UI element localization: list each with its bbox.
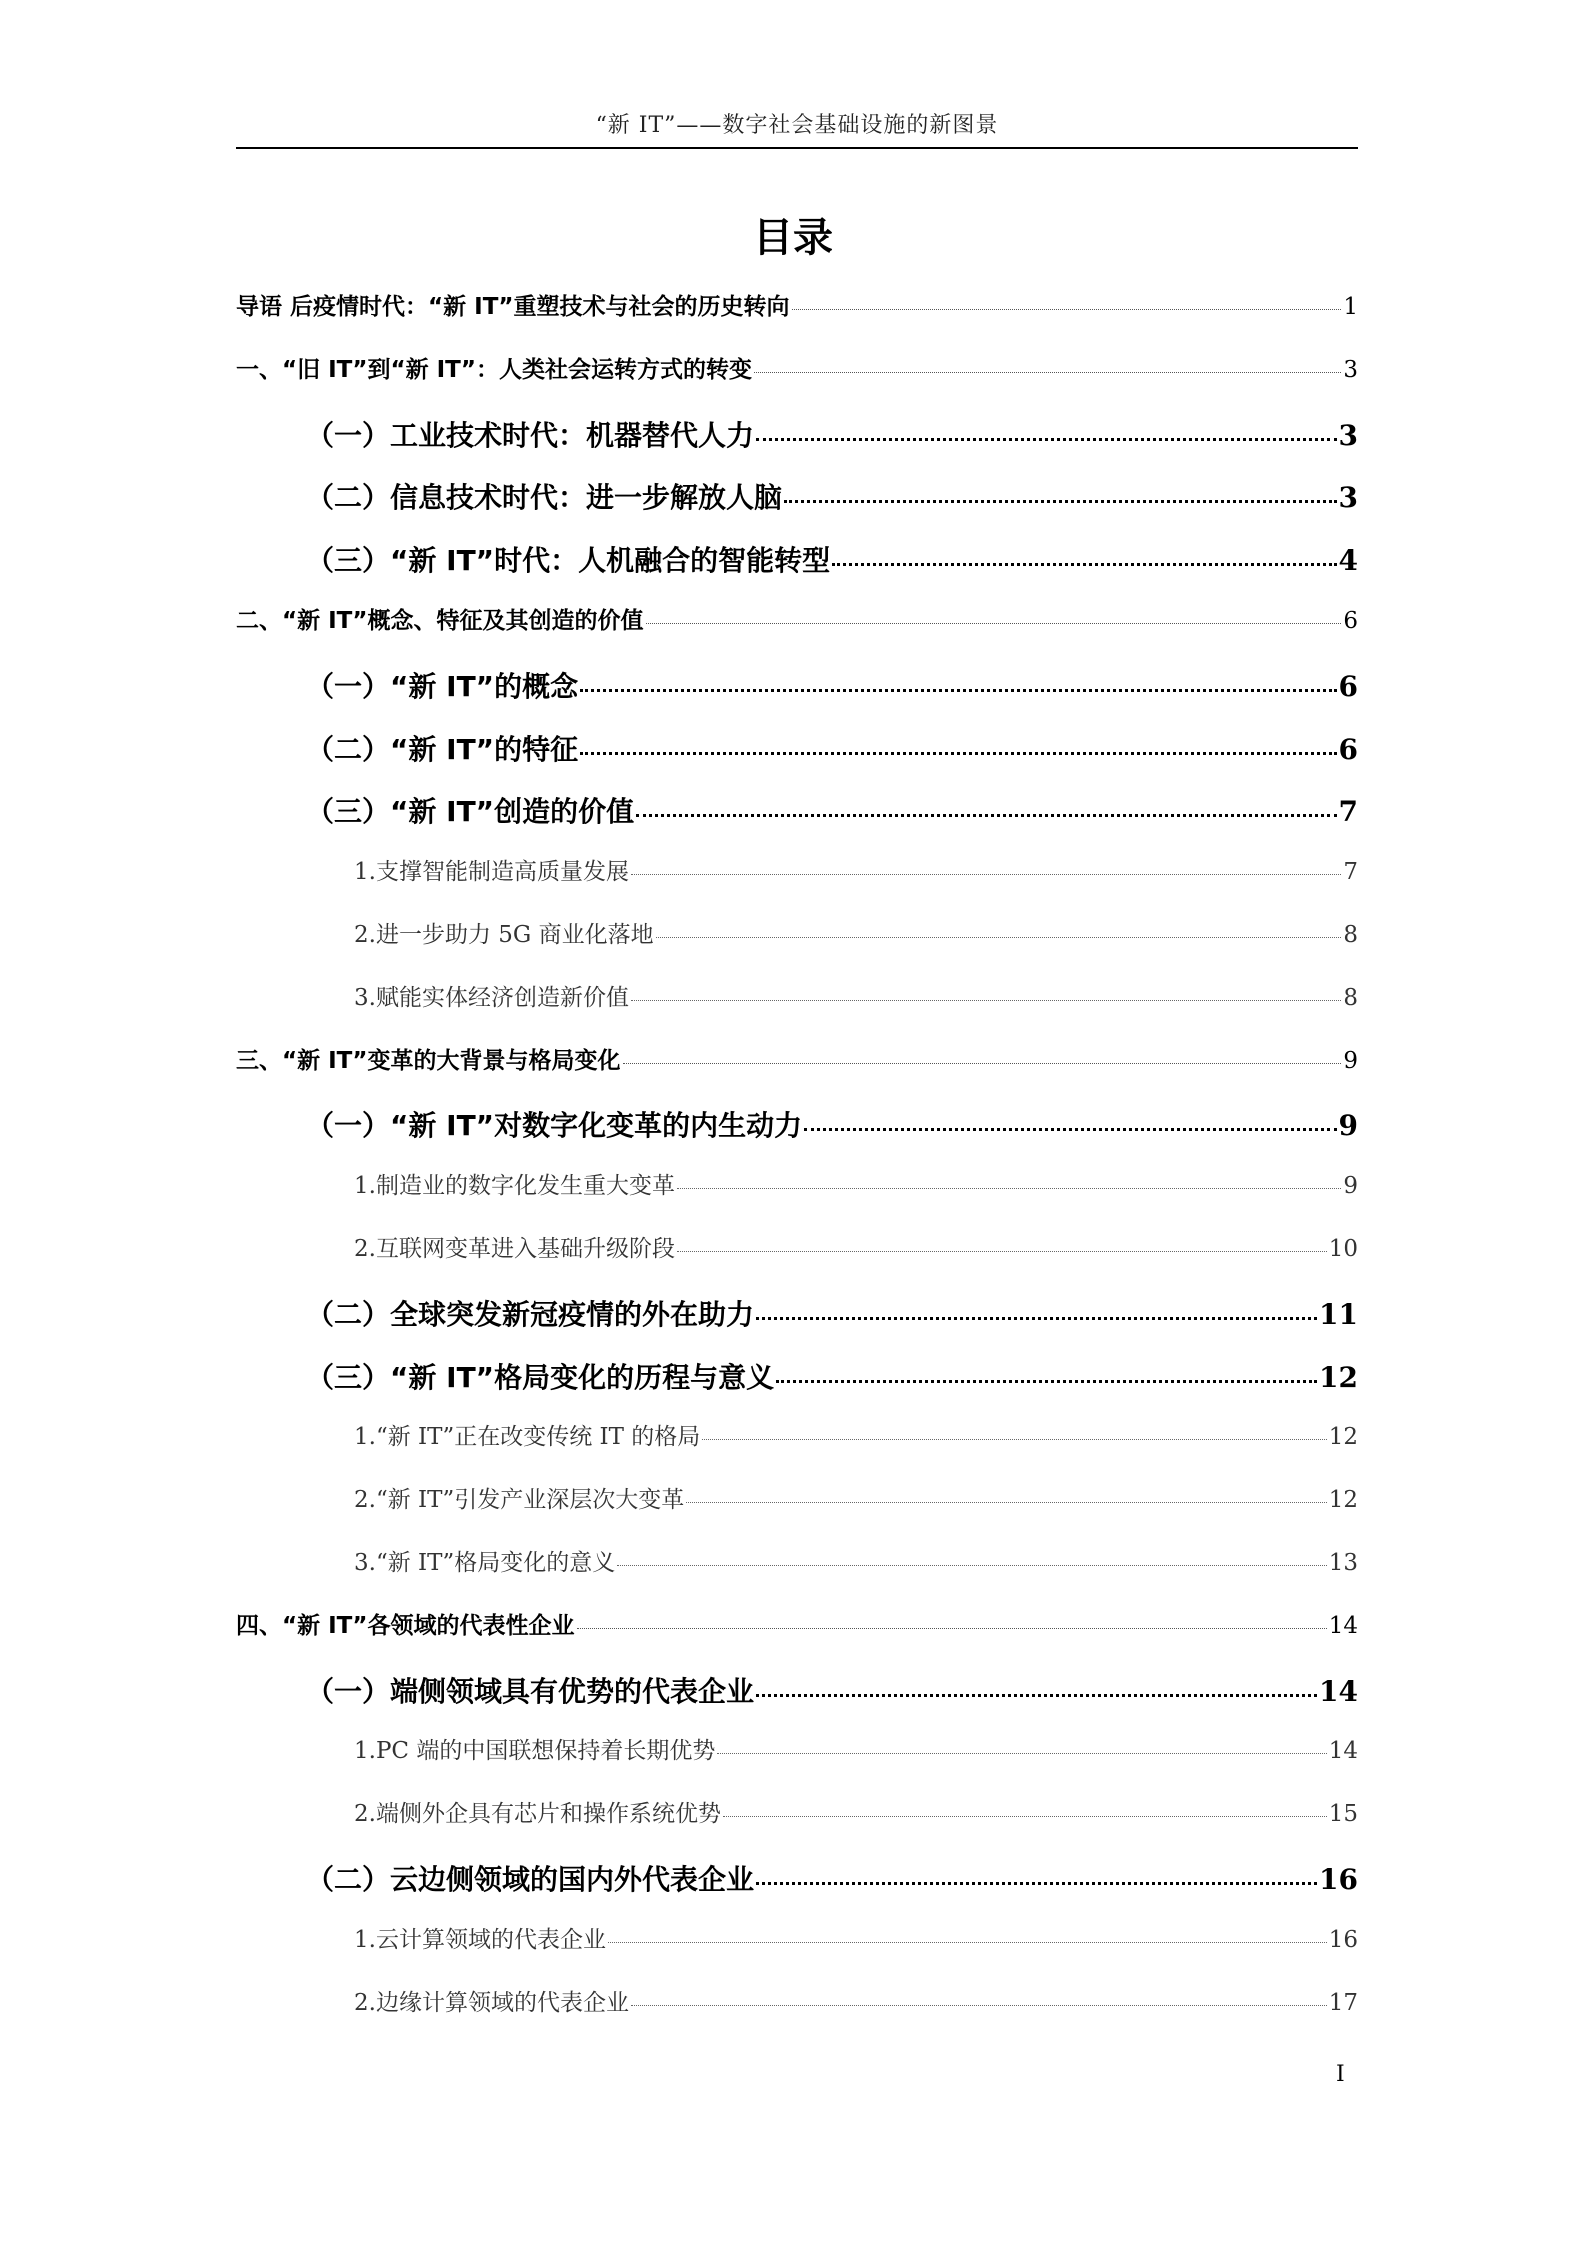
dot-leader [580,752,1336,755]
toc-entry-page: 3 [1338,418,1358,452]
toc-entry-label: （三）“新 IT”格局变化的历程与意义 [306,1360,775,1394]
toc-entry-label: 3.“新 IT”格局变化的意义 [354,1550,616,1576]
toc-entry-level-3[interactable] [236,1418,1358,1451]
toc-entry-page: 8 [1343,922,1358,948]
toc-entry-page: 7 [1338,795,1358,829]
toc-entry-page: 6 [1343,608,1358,634]
toc-entry-page: 16 [1328,1926,1358,1953]
toc-entry-label: 四、“新 IT”各领域的代表性企业 [236,1612,575,1639]
toc-entry-level-1[interactable] [236,602,1358,635]
page-title: 目录 [753,215,833,261]
toc-entry-level-3[interactable] [236,916,1358,949]
toc-entry-level-3[interactable] [236,1230,1358,1263]
toc-entry-page: 3 [1343,356,1358,383]
toc-entry-level-3[interactable] [236,1984,1358,2017]
running-header: “新 IT”——数字社会基础设施的新图景 [595,113,999,138]
toc-entry-page: 9 [1343,1173,1358,1200]
toc-entry-page: 14 [1328,1738,1358,1765]
toc-entry-page: 7 [1343,859,1358,886]
toc-entry-label: 2.互联网变革进入基础升级阶段 [354,1236,675,1262]
dot-leader [784,500,1337,503]
toc-entry-level-3[interactable] [236,1795,1358,1828]
dot-leader [792,309,1342,310]
dot-leader [804,1128,1336,1131]
toc-entry-label: （一）“新 IT”对数字化变革的内生动力 [306,1109,803,1143]
toc-entry-page: 14 [1319,1674,1358,1708]
toc-entry-page: 14 [1328,1612,1358,1639]
dot-leader [636,814,1336,817]
toc-entry-level-1[interactable] [236,351,1358,384]
toc-entry-level-2[interactable] [236,665,1358,705]
toc-entry-level-3[interactable] [236,1732,1358,1765]
toc-entry-label: 2.进一步助力 5G 商业化落地 [354,922,654,948]
toc-entry-label: 导语 后疫情时代：“新 IT”重塑技术与社会的历史转向 [236,294,790,320]
dot-leader [756,1694,1317,1697]
toc-entry-level-3[interactable] [236,979,1358,1012]
dot-leader [756,1882,1317,1885]
toc-entry-level-2[interactable] [236,1356,1358,1396]
toc-entry-page: 9 [1343,1047,1358,1074]
dot-leader [580,689,1336,692]
toc-entry-page: 16 [1319,1863,1358,1896]
dot-leader [631,1000,1341,1001]
toc-entry-level-2[interactable] [236,1858,1358,1898]
dot-leader [631,874,1341,875]
toc-entry-page: 8 [1343,984,1358,1011]
toc-entry-page: 12 [1319,1360,1358,1394]
toc-entry-label: 三、“新 IT”变革的大背景与格局变化 [236,1047,621,1074]
toc-entry-level-3[interactable] [236,1544,1358,1577]
dot-leader [617,1565,1327,1566]
toc-entry-level-2[interactable] [236,1670,1358,1710]
page-number: I [1336,2062,1345,2087]
toc-entry-level-2[interactable] [236,476,1358,516]
toc-entry-page: 15 [1328,1801,1358,1828]
toc-entry-page: 4 [1338,544,1358,578]
dot-leader [832,563,1336,566]
dot-leader [631,2005,1327,2006]
dot-leader [756,438,1337,441]
toc-entry-label: （二）“新 IT”的特征 [306,732,579,766]
toc-entry-label: 1.支撑智能制造高质量发展 [354,859,629,886]
dot-leader [656,937,1342,938]
toc-entry-page: 12 [1328,1424,1358,1451]
dot-leader [702,1439,1326,1440]
toc-entry-page: 9 [1338,1109,1358,1143]
toc-entry-label: 1.“新 IT”正在改变传统 IT 的格局 [354,1424,701,1451]
toc-entry-level-2[interactable] [236,728,1358,768]
toc-entry-page: 17 [1328,1989,1358,2016]
toc-entry-label: 2.“新 IT”引发产业深层次大变革 [354,1487,685,1514]
toc-entry-level-3[interactable] [236,1167,1358,1200]
toc-entry-level-1[interactable] [236,288,1358,321]
toc-entry-label: 3.赋能实体经济创造新价值 [354,984,629,1011]
toc-entry-level-1[interactable] [236,1042,1358,1075]
toc-entry-page: 11 [1319,1297,1358,1331]
toc-entry-level-3[interactable] [236,1481,1358,1514]
toc-entry-page: 3 [1338,481,1358,515]
toc-entry-label: 1.PC 端的中国联想保持着长期优势 [354,1738,716,1765]
toc-entry-level-2[interactable] [236,1104,1358,1144]
toc-entry-page: 13 [1328,1550,1358,1576]
toc-entry-label: 1.制造业的数字化发生重大变革 [354,1173,675,1200]
dot-leader [776,1380,1317,1383]
toc-entry-page: 6 [1338,669,1358,703]
toc-entry-level-2[interactable] [236,1293,1358,1333]
toc-entry-label: （一）工业技术时代：机器替代人力 [306,418,755,452]
toc-entry-page: 1 [1343,294,1358,320]
toc-entry-label: （一）端侧领域具有优势的代表企业 [306,1674,755,1708]
dot-leader [577,1628,1327,1629]
toc-entry-level-3[interactable] [236,1921,1358,1954]
toc-entry-page: 12 [1328,1487,1358,1514]
toc-entry-page: 10 [1328,1236,1358,1262]
dot-leader [623,1063,1342,1064]
toc-entry-level-3[interactable] [236,853,1358,886]
toc-entry-label: 2.端侧外企具有芯片和操作系统优势 [354,1801,721,1828]
dot-leader [723,1816,1327,1817]
toc-entry-label: （二）信息技术时代：进一步解放人脑 [306,481,783,515]
dot-leader [677,1251,1327,1252]
toc-entry-label: （三）“新 IT”时代：人机融合的智能转型 [306,544,831,578]
toc-entry-level-2[interactable] [236,414,1358,454]
dot-leader [646,623,1342,624]
toc-entry-level-2[interactable] [236,790,1358,830]
dot-leader [754,372,1341,373]
dot-leader [608,1942,1327,1943]
toc-entry-label: 1.云计算领域的代表企业 [354,1926,606,1953]
header-divider [236,147,1358,149]
toc-entry-label: 二、“新 IT”概念、特征及其创造的价值 [236,608,644,634]
toc-entry-label: （二）全球突发新冠疫情的外在助力 [306,1297,755,1331]
toc-entry-level-2[interactable] [236,539,1358,579]
dot-leader [686,1502,1327,1503]
toc-entry-label: 一、“旧 IT”到“新 IT”：人类社会运转方式的转变 [236,356,752,383]
toc-entry-label: 2.边缘计算领域的代表企业 [354,1989,629,2016]
toc-entry-label: （一）“新 IT”的概念 [306,669,579,703]
toc-entry-level-1[interactable] [236,1607,1358,1640]
toc-entry-page: 6 [1338,732,1358,766]
dot-leader [717,1753,1326,1754]
dot-leader [756,1317,1317,1320]
toc-entry-label: （二）云边侧领域的国内外代表企业 [306,1863,755,1896]
dot-leader [677,1188,1341,1189]
toc-entry-label: （三）“新 IT”创造的价值 [306,795,635,829]
